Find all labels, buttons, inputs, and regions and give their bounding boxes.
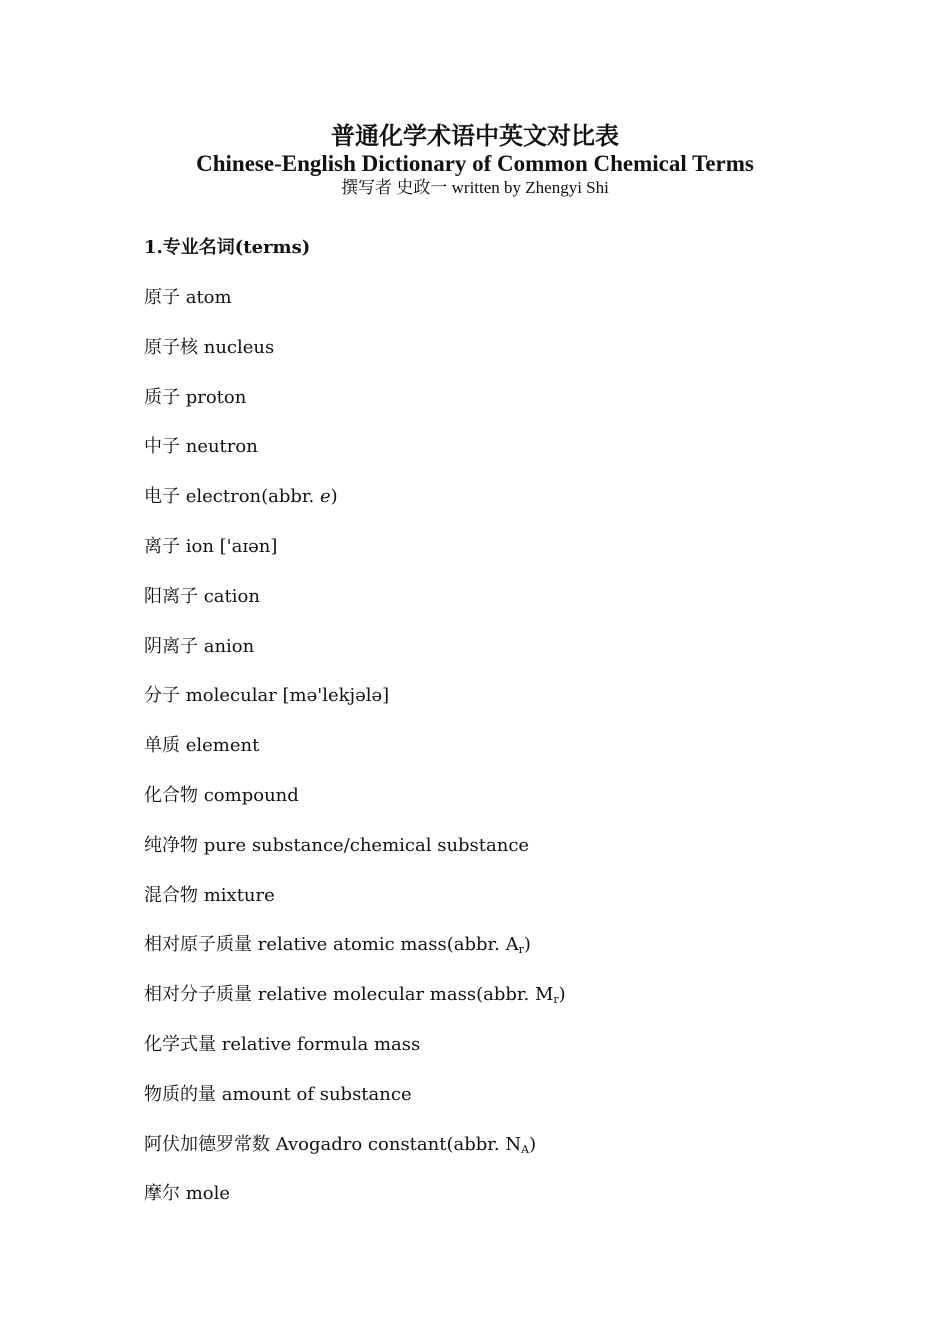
term-subscript: r bbox=[553, 993, 559, 1007]
title-english: Chinese-English Dictionary of Common Chemical Terms bbox=[196, 151, 754, 176]
term-item bbox=[144, 882, 566, 932]
term-text: 纯净物 pure substance/chemical substance bbox=[144, 834, 530, 856]
term-item bbox=[144, 483, 566, 533]
term-suffix: ) bbox=[523, 934, 531, 956]
term-item bbox=[144, 533, 566, 583]
term-item bbox=[144, 1031, 566, 1081]
term-suffix: ) bbox=[330, 486, 338, 508]
term-item bbox=[144, 782, 566, 832]
term-symbol-italic: e bbox=[320, 486, 331, 508]
term-item bbox=[144, 583, 566, 633]
term-text: 阿伏加德罗常数 Avogadro constant(abbr. N bbox=[144, 1133, 522, 1155]
term-text: 化合物 compound bbox=[144, 784, 299, 806]
document-header bbox=[0, 121, 950, 199]
term-item bbox=[144, 832, 566, 882]
term-text: 相对分子质量 relative molecular mass(abbr. M bbox=[144, 984, 554, 1006]
term-item bbox=[144, 1180, 566, 1230]
term-text: 分子 molecular [mə'lekjələ] bbox=[144, 685, 390, 707]
term-text: 物质的量 amount of substance bbox=[144, 1083, 412, 1105]
term-text: 阳离子 cation bbox=[144, 585, 260, 607]
term-item bbox=[144, 384, 566, 434]
term-item bbox=[144, 1081, 566, 1131]
term-suffix: ) bbox=[529, 1133, 537, 1155]
term-item bbox=[144, 682, 566, 732]
term-text: 中子 neutron bbox=[144, 436, 258, 458]
term-item bbox=[144, 433, 566, 483]
term-item bbox=[144, 284, 566, 334]
term-item bbox=[144, 981, 566, 1031]
term-list bbox=[144, 284, 566, 1230]
term-text: 质子 proton bbox=[144, 386, 247, 408]
term-subscript: A bbox=[521, 1142, 530, 1156]
term-text: 相对原子质量 relative atomic mass(abbr. A bbox=[144, 934, 519, 956]
term-text: 电子 electron(abbr. bbox=[144, 486, 321, 508]
term-text: 化学式量 relative formula mass bbox=[144, 1033, 421, 1055]
term-text: 原子核 nucleus bbox=[144, 336, 275, 358]
term-text: 阴离子 anion bbox=[144, 635, 255, 657]
term-item bbox=[144, 931, 566, 981]
term-item bbox=[144, 1131, 566, 1181]
term-text: 原子 atom bbox=[144, 287, 232, 308]
term-item bbox=[144, 732, 566, 782]
term-text: 摩尔 mole bbox=[144, 1183, 231, 1205]
title-chinese: 普通化学术语中英文对比表 bbox=[331, 121, 619, 150]
section-heading-terms: 1.专业名词(terms) bbox=[144, 237, 311, 258]
term-text: 单质 element bbox=[144, 735, 260, 757]
term-text: 混合物 mixture bbox=[144, 884, 275, 906]
term-text: 离子 ion ['aɪən] bbox=[144, 535, 278, 557]
term-subscript: r bbox=[518, 943, 524, 957]
term-item bbox=[144, 633, 566, 683]
term-suffix: ) bbox=[558, 984, 566, 1006]
term-item bbox=[144, 334, 566, 384]
author-line: 撰写者 史政一 written by Zhengyi Shi bbox=[341, 178, 609, 197]
